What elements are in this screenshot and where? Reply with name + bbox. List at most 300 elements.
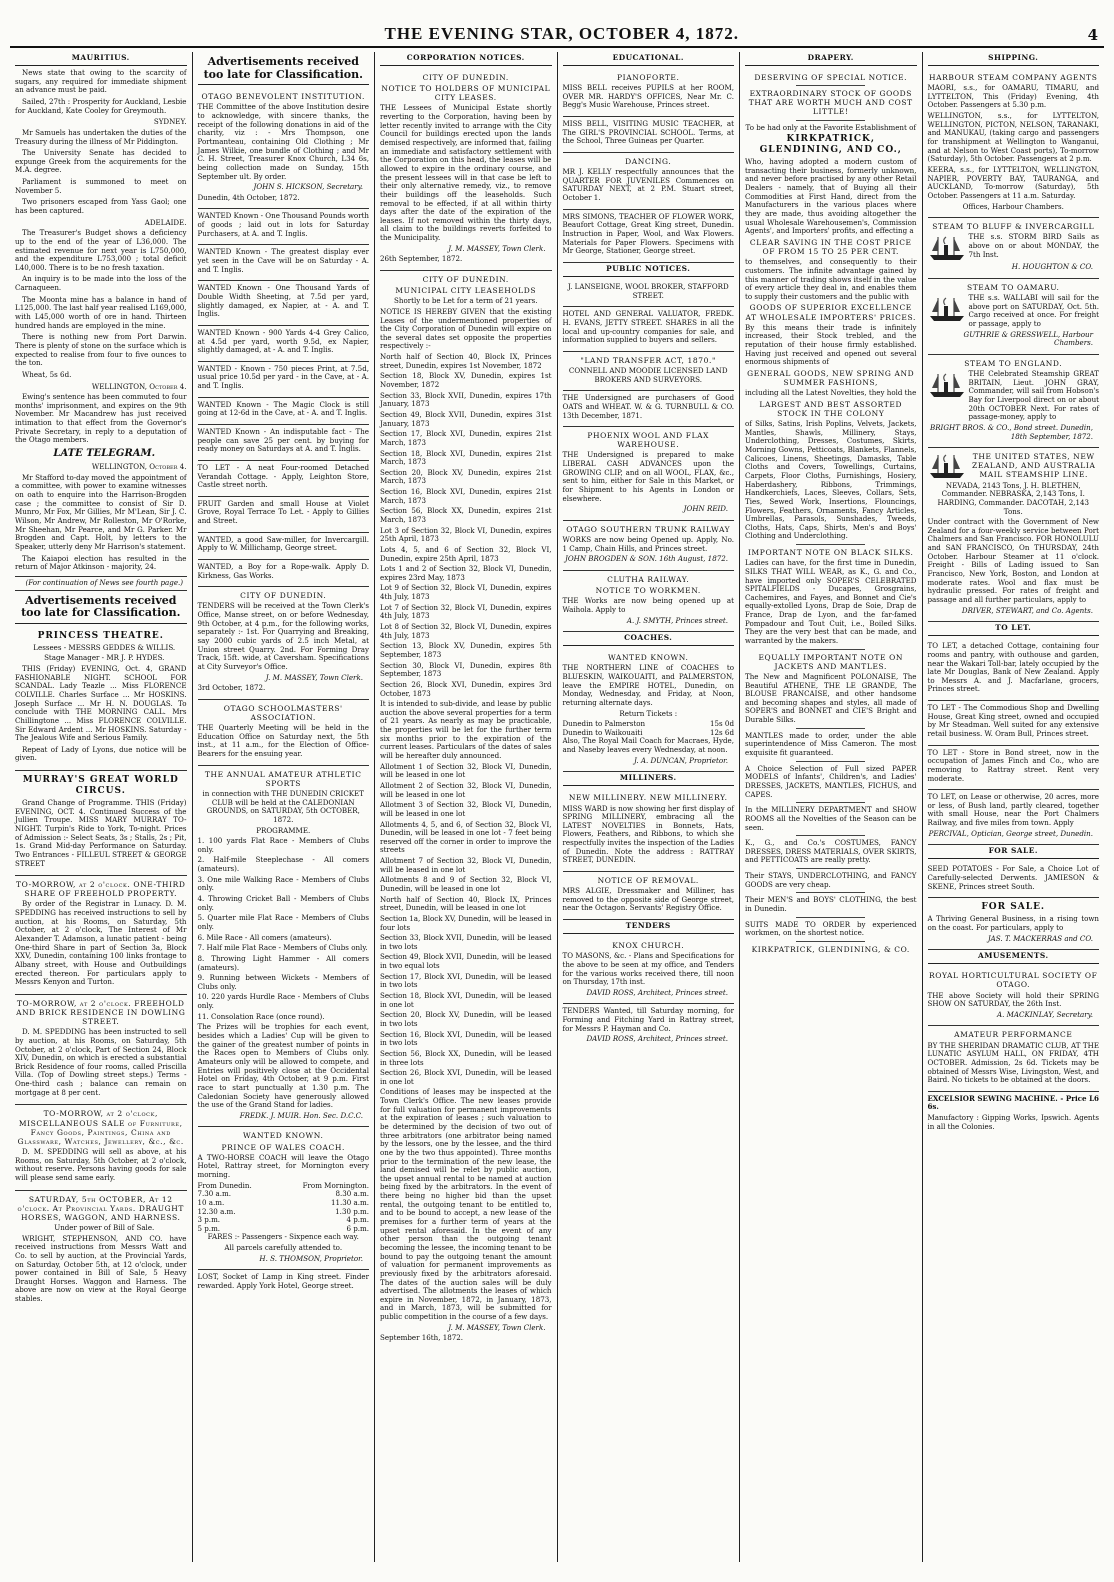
ad-title: KNOX CHURCH. [612, 941, 685, 951]
ad-subtitle: MUNICIPAL CITY LEASEHOLDS [395, 286, 537, 296]
ad-title: EQUALLY IMPORTANT NOTE ON JACKETS AND MANTLES. [758, 652, 904, 671]
lease-item: Lot 9 of Section 32, Block VI, Dunedin, expires 4th July, 1873 [380, 583, 552, 602]
ad-trunk-railway [563, 521, 735, 571]
ad-body: TO LET, on Lease or otherwise, 20 acres, more or less, of Bush land, partly cleared, together with small House, near the Port Chalmers Railway, and five miles from town. Apply [927, 792, 1099, 828]
ad-title: "LAND TRANSFER ACT, 1870." [580, 355, 717, 365]
ad-body: A Thriving General Business, in a rising town on the coast. For particulars, apply to [927, 914, 1099, 932]
ad-body: NOTICE IS HEREBY GIVEN that the existing Leases of the undermentioned properties of the City Corporation of Dunedin will expire on the several dates set opposite the properties respectively :- [380, 306, 552, 351]
sports-event: 4. Throwing Cricket Ball - Members of Clubs only. [197, 894, 369, 912]
ad-steam-bluff [928, 218, 1100, 279]
ad-signature: A. J. SMYTH, Princes street. [626, 615, 728, 625]
column-header-educational: EDUCATIONAL. [563, 52, 735, 66]
ad-body: TO LET, a detached Cottage, containing four rooms and pantry, with outhouse and garden, near the Wakari Toll-bar, lately occupied by the late Mr Douglas, Bank of New Zealand. Apply to Messrs A. and J. Macfarlane, grocers, Princes street. [927, 641, 1099, 694]
ad-removal [563, 872, 735, 920]
schedule-col-label: From Dunedin. [197, 1180, 252, 1190]
ad-signature: J. M. MASSEY, Town Clerk. [448, 243, 546, 253]
ad-clutha-railway [563, 571, 735, 632]
schedule-time: 6 p.m. [346, 1223, 369, 1233]
ad-body: TO LET - The Commodious Shop and Dwelling House, Great King street, owned and occupied by Mr Steadman. Well suited for any extensive retail business. W. Oram Bull, Princes street. [927, 703, 1099, 738]
sports-event: 1. 100 yards Flat Race - Members of Clubs only. [197, 836, 369, 854]
ad-title: CITY OF DUNEDIN. [422, 73, 509, 83]
ad-body: WANTED Known - One Thousand Pounds worth of goods ; laid out in lots for Saturday Purchasers, at A. and T. Inglis. [197, 211, 369, 238]
ad-body: THE above Society will hold their SPRING SHOW ON SATURDAY, the 26th Inst. [927, 990, 1099, 1009]
allotment-item: Section 1a, Block XV, Dunedin, will be leased in four lots [380, 913, 552, 932]
ad-steam-oamaru [928, 279, 1100, 355]
sports-event: 6. Mile Race - All comers (amateurs). [197, 932, 332, 942]
column-news [10, 52, 193, 1562]
allotment-item: Allotment 1 of Section 32, Block VI, Dunedin, will be leased in one lot [380, 761, 552, 780]
steamship-icon [928, 451, 966, 481]
ad-title: PRINCE OF WALES COACH. [221, 1142, 345, 1152]
ad-body: WANTED Known - One Thousand Yards of Double Width Sheeting, at 7.5d per yard, slightly damaged, ex Napier, at - A. and T. Inglis. [197, 283, 369, 319]
ad-body: KEERA, s.s., for LYTTELTON, WELLINGTON, NAPIER, POVERTY BAY, TAURANGA, and AUCKLAND, To-morrow (Saturday), 5th October. Passengers at 11 a.m. Saturday. [927, 164, 1099, 200]
lease-item: Section 16, Block XVI, Dunedin, expires 21st March, 1873 [380, 487, 552, 505]
fares-label: Return Tickets : [619, 708, 678, 718]
ad-body: Who, having adopted a modern custom of transacting their business, formerly unknown, and never before practised by any other Retail Dealers - namely, that of Buying all their Commodities at First Hand, direct from the Manufacturers in the various places where they are made, thus avoiding altogether the usual Wholesale Warehousemen's, Commission Agents', and Importers' profits, and effecting a [745, 157, 917, 236]
ad-body: Manufactory : Gipping Works, Ipswich. Agents in all the Colonies. [927, 1113, 1099, 1131]
page-number: 4 [1087, 26, 1098, 44]
ad-title: OTAGO SOUTHERN TRUNK RAILWAY [566, 524, 731, 534]
ad-footer: KIRKPATRICK, GLENDINING, & CO. [751, 944, 910, 954]
ad-title: DESERVING OF SPECIAL NOTICE. [754, 73, 908, 83]
ad-parcels: All parcels carefully attended to. [224, 1243, 343, 1253]
sports-event: 11. Consolation Race (once round). [197, 1011, 325, 1021]
ad-body: of Silks, Satins, Irish Poplins, Velvets, Jackets, Mantles, Shawls, Millinery, Stays, Underclothing, Dresses, Costumes, Skirts, Morning Gowns, Petticoats, Blankets, Flannels, Calicoes, Linens, Sheetings, Damasks, Table Cloths and Covers, Towellings, Curtains, Carpets, Floor Cloths, Furnishings, Hosiery, Haberdashery, Ribbons, Trimmings, Handkerchiefs, Laces, Sleeves, Collars, Sets, Ties, Sewed Work, Insertions, Flouncings, Flowers, Feathers, Ornaments, Fancy Articles, Umbrellas, Parasols, Sunshades, Tweeds, Cloths, Hats, Caps, Shirts, Men's and Boys' Clothing and Underclothing. [745, 419, 917, 541]
ad-title: GENERAL GOODS, NEW SPRING AND SUMMER FASHIONS, [747, 368, 915, 388]
ad-body: HOTEL AND GENERAL VALUATOR, FREDK. H. EVANS, JETTY STREET. SHARES in all the local and up-country companies for sale, and information supplied to buyers and sellers. [562, 309, 734, 345]
allotment-item: Allotment 3 of Section 32, Block VI, Dunedin, will be leased in one lot [380, 800, 552, 818]
ad-body: Their MEN'S and BOYS' CLOTHING, the best in Dunedin. [745, 895, 917, 913]
allotment-item: Section 49, Block XVII, Dunedin, will be leased in two equal lots [380, 952, 552, 971]
divider [796, 917, 865, 918]
ad-title: CLEAR SAVING IN THE COST PRICE OF FROM 15 TO 25 PER CENT. [749, 237, 912, 257]
section-header-to-let: TO LET. [928, 622, 1100, 636]
ad-horticultural [928, 967, 1100, 1026]
ad-subtitle: Lessees - MESSRS GEDDES & WILLIS. [33, 642, 176, 652]
late-ads-heading: Advertisements received too late for Classification. [15, 595, 187, 624]
ad-boy-wanted [198, 560, 370, 587]
fare-route: Dunedin to Palmerston [562, 719, 646, 729]
dateline-wellington: WELLINGTON, October 4. [91, 381, 187, 391]
ad-princess-theatre [15, 627, 187, 771]
allotment-list [380, 763, 552, 1087]
schedule-time: 5 p.m. [197, 1223, 221, 1233]
ad-body: WANTED, a good Saw-miller, for Invercargill. Apply to W. Millichamp, George street. [197, 534, 369, 553]
lease-item: Section 26, Block XVI, Dunedin, expires 3rd October, 1873 [380, 679, 552, 698]
fare-price: 12s 6d [710, 727, 734, 737]
ad-signature: H. HOUGHTON & CO. [1011, 262, 1093, 272]
ad-to-let [928, 790, 1100, 845]
divider [796, 892, 865, 893]
schedule-time: 11.30 a.m. [330, 1197, 369, 1207]
schedule-time: 12.30 a.m. [197, 1206, 236, 1216]
ad-body: MISS BELL, VISITING MUSIC TEACHER, at The GIRL'S PROVINCIAL SCHOOL. Terms, at the School, Three Guineas per Quarter. [562, 119, 734, 146]
section-header-public-notices: PUBLIC NOTICES. [563, 263, 735, 277]
column-header-corporation: CORPORATION NOTICES. [380, 52, 552, 66]
allotment-item: Section 20, Block XV, Dunedin, will be leased in two lots [380, 1010, 552, 1028]
column-header-drapery: DRAPERY. [745, 52, 917, 66]
news-paragraph: News state that owing to the scarcity of sugars, any required for immediate shipment an advance must be paid. [15, 68, 187, 95]
ad-body: MRS ALGIE, Dressmaker and Milliner, has removed to the opposite side of George street, near the Octagon. Servants' Registry Office. [562, 886, 734, 913]
ad-body: Ladies can have, for the first time in Dunedin, SILKS THAT WILL WEAR, as K., G. and Co., have imported only SOPER'S CELEBRATED SPITALFIELDS - Ducapes, Grosgrains, Cachemires, and Fayes, and Bonnet and Cie's equally-extolled Lyons, Drap de Soie, Drap de France, Drap de Lyon, and the far-famed Pompadour and Tout Cuit, i.e., Boiled Silks. They are the very best that can be made, and warranted by the makers. [745, 558, 917, 645]
ad-phoenix-warehouse [563, 427, 735, 521]
ad-body: Their STAYS, UNDERCLOTHING, and FANCY GOODS are very cheap. [745, 871, 917, 889]
ad-misc-sale [15, 1105, 187, 1190]
ship-block [928, 294, 1100, 331]
ad-body: SUITS MADE TO ORDER by experienced workmen, on the shortest notice. [745, 919, 917, 938]
schedule-time: 10 a.m. [197, 1197, 225, 1207]
ad-body: BY THE SHERIDAN DRAMATIC CLUB, AT THE LUNATIC ASYLUM HALL, ON FRIDAY, 4TH OCTOBER. Admission, 2s 6d. Tickets may be obtained of Messrs Wise, Livingston, West, and Baird. No tickets to be obtained at the doors. [927, 1040, 1099, 1085]
ad-title: TO-MORROW, at 2 o'clock. FREEHOLD AND BRICK RESIDENCE IN DOWLING STREET. [16, 998, 186, 1027]
ad-title: EXTRAORDINARY STOCK OF GOODS THAT ARE WORTH MUCH AND COST LITTLE! [748, 89, 913, 117]
news-paragraph: Sailed, 27th : Prosperity for Auckland, Lesbie for Auckland, Kate Cooley for Greymouth. [15, 96, 187, 115]
ad-body: SEED POTATOES - For Sale, a Choice Lot of Carefully-selected Derwents. JAMIESON & SKENE, Princes street South. [927, 864, 1099, 891]
section-header-for-sale: FOR SALE. [928, 845, 1100, 859]
ad-amateur-performance [928, 1026, 1100, 1091]
ad-title: STEAM TO OAMARU. [966, 282, 1060, 292]
news-paragraph: Mr Samuels has undertaken the duties of the Treasury during the illness of Mr Piddington. [15, 127, 187, 146]
news-paragraph: Mr Stafford to-day moved the appointment of a committee, with power to examine witnesses on oath to enquire into the Harrison-Brogden case ; the committee to consist of Sir D. Munro, Mr Fox, Mr Gillies, Mr M'Lean, Sir J. C. Wilson, Mr Andrew, Mr Rolleston, Mr O'Rorke, Mr Sheehan, Mr Pearce, and Mr G. Parker. Mr Brogden and Capt. Holt, by letters to the Speaker, utterly deny Mr Harrison's statement. [15, 472, 187, 551]
column-shipping [923, 52, 1105, 1562]
ad-wanted-known [198, 326, 370, 362]
ad-signature: JOHN S. HICKSON, Secretary. [253, 182, 363, 192]
ad-title: OTAGO BENEVOLENT INSTITUTION. [201, 92, 365, 102]
ad-wanted-known [198, 209, 370, 245]
divider [796, 85, 865, 86]
column-drapery [740, 52, 923, 1562]
ad-title: THE UNITED STATES, NEW ZEALAND, AND AUSTRALIA MAIL STEAMSHIP LINE. [972, 452, 1096, 480]
ad-body: MISS BELL receives PUPILS at her ROOM, OVER MR. HARDY'S OFFICES, Near Mr. C. Begg's Music Warehouse, Princes street. [562, 83, 734, 110]
ad-wanted-known [198, 425, 370, 461]
section-header-coaches: COACHES. [563, 632, 735, 646]
divider [796, 761, 865, 762]
ad-subtitle: Under power of Bill of Sale. [54, 1222, 155, 1232]
ad-subtitle: NOTICE TO WORKMEN. [595, 586, 701, 596]
ad-subtitle: Shortly to be Let for a term of 21 years. [394, 296, 538, 306]
ship-block [928, 451, 1100, 481]
masthead [10, 10, 1104, 48]
sports-event: 9. Running between Wickets - Members of Clubs only. [197, 973, 369, 991]
schedule-time: 4 p.m. [346, 1215, 369, 1225]
ad-ships: NEVADA, 2143 Tons, J. H. BLETHEN, Commander. NEBRASKA, 2,143 Tons, I. HARDING, Commander. DACOTAH, 2,143 Tons. [937, 480, 1090, 516]
dateline-late: WELLINGTON, October 4. [91, 462, 187, 472]
ad-fares: FARES :- Passengers - Sixpence each way. [207, 1232, 359, 1242]
ad-signature: DRIVER, STEWART, and Co. Agents. [961, 605, 1093, 615]
ad-subtitle: WANTED KNOWN. [243, 1131, 324, 1141]
section-header-tenders: TENDERS [563, 920, 735, 934]
ad-body: MISS WARD is now showing her first display of SPRING MILLINERY, embracing all the LATEST NOVELTIES in Bonnets, Hats, Flowers, Feathers, and Ribbons, to which she respectfully invites the inspection of the Ladies of Dunedin. Note the address : RATTRAY STREET, DUNEDIN. [562, 803, 734, 865]
news-paragraph: An inquiry is to be made into the loss of the Carnaqueen. [15, 274, 187, 293]
ad-office: Offices, Harbour Chambers. [962, 201, 1064, 211]
ad-wool-broker [563, 280, 735, 307]
ad-title: HARBOUR STEAM COMPANY AGENTS [929, 73, 1098, 83]
ad-signature: BRIGHT BROS. & CO., Bond street. Dunedin, 18th September, 1872. [930, 422, 1093, 441]
ad-body: TENDERS Wanted, till Saturday morning, for Forming and Fitching Yard in Rattray street, for Messrs P. Hayman and Co. [562, 1006, 734, 1033]
ad-signature: DAVID ROSS, Architect, Princes street. [586, 1034, 728, 1044]
ad-body: By order of the Registrar in Lunacy. D. M. SPEDDING has received instructions to sell by auction, at his Rooms, on Saturday, 5th October, at 2 o'clock, The Interest of Mr Alexander T. Adamson, a lunatic patient - being One-third Share in part of Section 3a, Block XXV, Dunedin, containing 100 links frontage to Albany street, with House and Outbuildings erected thereon. For particulars apply to Messrs Kenyon and Turton. [15, 899, 187, 987]
news-paragraph: Two prisoners escaped from Yass Gaol; one has been captured. [15, 197, 187, 215]
ad-body: THIS (Friday) EVENING, Oct. 4, GRAND FASHIONABLE NIGHT. SCHOOL FOR SCANDAL. Lady Teazle ... Miss FLORENCE COLVILLE. Charles Surface ... Mr HOSKINS. Joseph Surface ... Mr H. N. DOUGLAS. To conclude with THE MORNING CALL. Mrs Chillingtone ... Miss FLORENCE COLVILLE. Sir Edward Ardent ... Mr HOSKINS. Saturday - The Jealous Wife and Serious Family. [15, 664, 187, 743]
ad-body: K., G., and Co.'s COSTUMES, FANCY DRESSES, DRESS MATERIALS, OVER SKIRTS, and PETTICOATS are really pretty. [745, 838, 917, 865]
ad-northern-coaches [563, 649, 735, 772]
schedule-time: 8.30 a.m. [335, 1189, 369, 1199]
schedule-row [198, 1208, 370, 1217]
ad-body: CONNELL AND MOODIE LICENSED LAND BROKERS AND SURVEYORS. [568, 365, 728, 384]
ad-signature: H. S. THOMSON, Proprietor. [259, 1253, 363, 1263]
ad-body: WORKS are now being Opened up. Apply, No. 1 Camp, Chain Hills, and Princes street. [562, 535, 734, 553]
schedule-col-label: From Mornington. [302, 1180, 369, 1190]
ad-body: THE s.s. STORM BIRD Sails as above on or about MONDAY, the 7th Inst. [968, 232, 1099, 259]
lease-item: Section 17, Block XVI, Dunedin, expires 21st March, 1873 [380, 429, 552, 447]
ad-signature: PERCIVAL, Optician, George street, Dunedin. [928, 828, 1093, 838]
ad-visiting-teacher [563, 117, 735, 153]
lease-expiry-list [380, 353, 552, 698]
ad-body: THE NORTHERN LINE of COACHES to BLUESKIN, WAIKOUAITI, and PALMERSTON, leave the EMPIRE HOTEL, Dunedin, on Monday, Wednesday, and Friday, at Noon, returning alternate days. [562, 663, 734, 707]
ad-body: In the MILLINERY DEPARTMENT and SHOW ROOMS all the Novelties of the Season can be seen. [745, 805, 917, 832]
ad-body: A Choice Selection of Full sized PAPER MODELS of Infants', Children's, and Ladies' DRESSES, JACKETS, MANTLES, FICHUS, and CAPES. [745, 763, 917, 799]
ad-signature: GUTHRIE & GRESSWELL, Harbour Chambers. [963, 329, 1093, 348]
sports-event: 8. Throwing Light Hammer - All comers (amateurs). [197, 953, 369, 972]
ad-body: THE Quarterly Meeting will be held in the Education Office on Saturday next, the 5th inst., at 11 a.m., for the Election of Office-Bearers for the ensuing year. [197, 723, 369, 759]
divider [796, 941, 865, 942]
news-paragraph: The University Senate has decided to expunge Greek from the acquirements for the M.A. degree. [15, 148, 187, 175]
allotment-item: Section 26, Block XVI, Dunedin, will be leased in one lot [380, 1068, 552, 1086]
ad-to-let [928, 701, 1100, 746]
ad-body: THE Works are now being opened up at Waihola. Apply to [562, 596, 734, 614]
divider [796, 868, 865, 869]
allotment-item: North half of Section 40, Block IX, Princes street, Dunedin, will be leased in one lot [380, 894, 552, 913]
ad-body: MAORI, s.s., for OAMARU, TIMARU, and LYTTELTON, This (Friday) Evening, 4th October. Passengers at 5.30 p.m. [927, 83, 1099, 110]
divider [796, 120, 865, 121]
lease-item: Section 13, Block XV, Dunedin, expires 5th September, 1873 [380, 641, 552, 659]
ad-body: Grand Change of Programme. THIS (Friday) EVENING, OCT. 4. Continued Success of the Jullien Troupe. MISS MARY MURRAY TO-NIGHT. Turpin's Ride to York, To-night. Prices of Admission :- Select Seats, 3s ; Stalls, 2s ; Pit, 1s. Grand Mid-day Performance on Saturday. Two Entrances - FILLEUL STREET & GEORGE STREET [15, 798, 187, 868]
ad-wanted-known [198, 362, 370, 398]
ad-steam-england [928, 355, 1100, 448]
dateline-adelaide: ADELAIDE. [144, 217, 187, 227]
lease-item: Lot 7 of Section 32, Block VI, Dunedin, expires 4th July, 1873 [380, 602, 552, 621]
ad-body: THE s.s. WALLABI will sail for the above port on SATURDAY, Oct. 5th. Cargo received at once. For freight or passage, apply to [968, 293, 1099, 328]
allotment-item: Section 17, Block XVI, Dunedin, will be leased in two lots [380, 971, 552, 990]
ad-signature: J. M. MASSEY, Town Clerk. [265, 672, 363, 682]
steamship-icon [928, 233, 966, 263]
news-paragraph: There is nothing new from Port Darwin. There is plenty of stone on the surface which is expected to realise from four to five ounces to the ton. [15, 332, 187, 368]
ad-title: LARGEST AND BEST ASSORTED STOCK IN THE COLONY [759, 399, 903, 418]
divider [796, 835, 865, 836]
ad-wanted-known [198, 245, 370, 281]
news-paragraph: Ewing's sentence has been commuted to four months' imprisonment, and expires on the 9th November. Mr Macandrew has just received intimation to that effect from the Governor's Private Secretary, in reply to a deputation of the Otago members. [15, 392, 187, 445]
ad-body: TO LET - Store in Bond street, now in the occupation of James Finch and Co., who are removing to Rattray street. Rent very moderate. [927, 747, 1099, 783]
ad-signature: FREDK. J. MUIR. Hon. Sec. D.C.C. [239, 1110, 363, 1120]
schedule-time: 3 p.m. [197, 1215, 221, 1225]
ad-date: 3rd October, 1872. [197, 683, 266, 693]
allotment-item: Allotment 2 of Section 32, Block VI, Dunedin, will be leased in one lot [380, 780, 552, 799]
ad-body: to themselves, and consequently to their customers. The infinite advantage gained by this manner of trading shows itself in the value of every article they deal in, and enables them to supply their customers and the public with [745, 257, 917, 301]
lease-item: Section 56, Block XX, Dunedin, expires 21st March, 1873 [380, 506, 552, 524]
ad-athletic-sports [198, 766, 370, 1128]
ad-body: WANTED Known - An indisputable fact - The people can save 25 per cent. by buying for ready money on Saturdays at A. and T. Inglis. [197, 427, 369, 454]
ad-body: LOST, Socket of Lamp in King street. Finder rewarded. Apply York Hotel, George street. [197, 1272, 369, 1291]
lease-item: Lot 8 of Section 32, Block VI, Dunedin, expires 4th July, 1873 [380, 622, 552, 640]
ad-wanted-known [198, 281, 370, 326]
ad-title: IMPORTANT NOTE ON BLACK SILKS. [747, 548, 914, 558]
ad-title: NOTICE OF REMOVAL. [597, 876, 699, 886]
ad-body: THE Lessees of Municipal Estate shortly reverting to the Corporation, having been by letter recently invited to arrange with the City Council for buildings erected upon the lands demised respectively, are informed that, failing an immediate and satisfactory settlement with the Corporation on this head, the leases will be allowed to expire in the ordinary course, and the present lessees will in that case be left to their only alternative remedy, viz., to remove their buildings off the leaseholds. Such removal to be effected, if at all within thirty days after the date of the expiration of the leases. If not removed within the thirty days, all claim to the buildings reverts forfeited to the Municipality. [380, 103, 552, 243]
sports-event: 10. 220 yards Hurdle Race - Members of Clubs only. [197, 992, 369, 1011]
ad-to-let [928, 746, 1100, 791]
lease-item: Lots 4, 5, and 6 of Section 32, Block VI, Dunedin, expire 25th April, 1873 [380, 544, 552, 563]
ad-sewing-machine [928, 1092, 1100, 1138]
ad-subtitle: WANTED KNOWN. [608, 653, 689, 663]
lease-item: North half of Section 40, Block IX, Princes street, Dunedin, expires 1st November, 1872 [380, 352, 552, 370]
ad-title: STEAM TO ENGLAND. [964, 358, 1063, 368]
ad-title: PIANOFORTE. [617, 73, 680, 83]
ad-new-millinery [563, 789, 735, 872]
ad-freehold-share [15, 876, 187, 995]
column-header-shipping: SHIPPING. [928, 52, 1100, 66]
ad-date: September 16th, 1872. [380, 1333, 464, 1343]
ad-body: Repeat of Lady of Lyons, due notice will be given. [15, 744, 187, 763]
lease-item: Section 33, Block XVII, Dunedin, expires 17th January, 1873 [380, 390, 552, 409]
ad-kirkpatrick-glendining [745, 69, 917, 960]
sports-event: 5. Quarter mile Flat Race - Members of Clubs only. [197, 913, 369, 931]
ad-title: TO-MORROW, at 2 o'clock, MISCELLANEOUS SALE of Furniture, Fancy Goods, Paintings, China and Glassware, Watches, Jewellery, &c., &c. [17, 1109, 184, 1146]
lease-item: Section 20, Block XV, Dunedin, expires 21st March, 1873 [380, 467, 552, 486]
column-late-ads [193, 52, 376, 1562]
fare-price: 15s 0d [710, 719, 734, 729]
dateline-sydney: SYDNEY. [153, 117, 187, 127]
late-ads-heading: Advertisements received too late for Classification. [198, 56, 370, 85]
ad-body: TO LET - A neat Four-roomed Detached Verandah Cottage. - Apply, Leighton Store, Castle street north. [197, 462, 369, 490]
ad-title: PRINCESS THEATRE. [37, 630, 164, 641]
ad-yard-tenders [563, 1004, 735, 1050]
ad-general-business [928, 898, 1100, 950]
ad-knox-church [563, 937, 735, 1004]
ad-municipal-leaseholds [380, 271, 552, 1349]
news-paragraph: Wheat, 5s 6d. [22, 369, 72, 379]
ad-title: THE ANNUAL AMATEUR ATHLETIC SPORTS [204, 769, 362, 788]
allotment-item: Section 33, Block XVII, Dunedin, will be leased in two lots [380, 933, 552, 951]
ad-pianoforte [563, 69, 735, 117]
ad-body: It is intended to sub-divide, and lease by public auction the above several properties for a term of 21 years. As nearly as may be practicable, the properties will be let for the further term six months prior to the expiration of the current leases. Particulars of the dates of sales will be hereafter duly announced. [380, 699, 552, 761]
ad-title: CITY OF DUNEDIN. [240, 591, 327, 601]
schedule-time: 1.30 p.m. [335, 1206, 369, 1216]
ad-lost [198, 1270, 370, 1296]
ad-body: WANTED, a Boy for a Rope-walk. Apply D. Kirkness, Gas Works. [197, 562, 369, 580]
allotment-item: Allotments 4, 5, and 6, of Section 32, Block VI, Dunedin, will be leased in one lot - 7 feet being reserved off the corner in order to improve the streets [380, 819, 552, 855]
ad-title: CITY OF DUNEDIN. [422, 274, 509, 284]
allotment-item: Section 18, Block XVI, Dunedin, will be leased in one lot [380, 991, 552, 1009]
ad-valuator [563, 307, 735, 352]
ad-body: WANTED - Known - 750 pieces Print, at 7.5d, usual price 10.5d per yard - in the Cave, at - A. and T. Inglis. [197, 363, 369, 391]
ad-subtitle: in connection with THE DUNEDIN CRICKET CLUB will be held at the CALEDONIAN GROUNDS, on SATURDAY, 5th OCTOBER, 1872. [202, 789, 364, 824]
ad-title: AMATEUR PERFORMANCE [954, 1030, 1073, 1040]
ad-title: GOODS OF SUPERIOR EXCELLENCE AT WHOLESALE IMPORTERS' PRICES. [745, 303, 916, 322]
ad-fruit-garden [198, 497, 370, 533]
ad-body: WRIGHT, STEPHENSON, AND CO. have received instructions from Messrs Watt and Co. to sell by auction, at the Provincial Yards, on Saturday, October 5th, at 12 o'clock, under power contained in Bill of Sale, 5 Heavy Draught Horses. Waggon and Harness. The above are now on view at the Royal George stables. [15, 1233, 187, 1304]
ad-signature: JAS. T. MACKERRAS and CO. [987, 933, 1093, 943]
ad-body: TENDERS will be received at the Town Clerk's Office, Manse street, on or before Wednesday, 9th October, at 4 p.m., for the following works, separately :- 1st. For Quarrying and Breaking, say 2000 cubic yards of 2.5 inch Metal, at Union street Quarry. 2nd. For Forming Dray Track, 15ft. wide, at Caversham. Specifications at City Surveyor's Office. [197, 601, 369, 671]
ad-to-let [198, 461, 370, 497]
ad-title: OTAGO SCHOOLMASTERS' ASSOCIATION. [223, 703, 343, 723]
newspaper-title: THE EVENING STAR, OCTOBER 4, 1872. [384, 24, 740, 43]
lease-item: Lot 3 of Section 32, Block VI, Dunedin, expires 25th April, 1873 [380, 525, 552, 544]
steamship-icon [928, 294, 966, 324]
section-header-amusements: AMUSEMENTS. [928, 950, 1100, 964]
ad-title: SATURDAY, 5th OCTOBER, At 12 o'clock. At Provincial Yards. DRAUGHT HORSES, WAGGON, AND HARNESS. [17, 1194, 184, 1222]
column-corporation-notices [375, 52, 558, 1562]
steamship-icon [928, 370, 966, 400]
firm-name: KIRKPATRICK, GLENDINING, AND CO., [759, 134, 902, 156]
ad-circus [15, 771, 187, 876]
lease-item: Lots 1 and 2 of Section 32, Block VI, Dunedin, expires 23rd May, 1873 [380, 564, 552, 582]
ad-title: EXCELSIOR SEWING MACHINE. - Price L6 6s. [927, 1093, 1099, 1112]
ad-body: The Prizes will be trophies for each event, besides which a Ladies' Cup will be given to the gainer of the greatest number of points in the Races open to Members of Clubs only. Amateurs only will be allowed to compete, and Entries will positively close at the Occidental Hotel on Friday, 4th October, at 9 p.m. First race to start punctually at 1.30 p.m. The Caledonian Society have generously allowed the use of the Grand Stand for ladies. [197, 1022, 369, 1110]
ad-sawmiller [198, 533, 370, 560]
ad-body: Also, The Royal Mail Coach for Macraes, Hyde, and Naseby leaves every Wednesday, at noon. [562, 736, 734, 755]
programme-label: PROGRAMME. [256, 825, 311, 835]
ad-date: 26th September, 1872. [380, 254, 463, 264]
ship-block [928, 370, 1100, 424]
sports-event: 3. One mile Walking Race - Members of Clubs only. [197, 874, 369, 893]
continuation-note: (For continuation of News see fourth page.) [15, 576, 187, 591]
late-telegram-heading: LATE TELEGRAM. [53, 448, 156, 460]
columns [10, 52, 1104, 1562]
sports-event: 7. Half mile Flat Race - Members of Clubs only. [197, 943, 368, 953]
ad-seed-potatoes [928, 862, 1100, 898]
ad-body: THE Celebrated Steamship GREAT BRITAIN, Lieut. JOHN GRAY, Commander, will sail from Hobson's Bay for Liverpool direct on or about 20th OCTOBER Next. For rates of passage-money, apply to [968, 369, 1099, 422]
ad-land-transfer [563, 352, 735, 391]
ad-title: DANCING. [625, 157, 672, 167]
ad-body: THE Undersigned are purchasers of Good OATS and WHEAT. W. & G. TURNBULL & CO. 13th December, 1871. [562, 393, 734, 420]
ad-body: MR J. KELLY respectfully announces that the QUARTER FOR JUVENILES Commences on SATURDAY NEXT, at 2 P.M. Stuart street, October 1. [562, 167, 734, 203]
ad-title: ROYAL HORTICULTURAL SOCIETY OF OTAGO. [929, 971, 1098, 990]
ad-freehold-brick [15, 995, 187, 1106]
ad-body: Conditions of leases may be inspected at the Town Clerk's Office. The new leases provide for full valuation for permanent improvements at the expiration of leases ; such valuation to be determined by the decision of two out of three arbitrators (one arbitrator being named by the lessors, one by the lessee, and the third one by the two thus appointed). Three months prior to the termination of the new lease, the land demised will be relet by public auction, the upset annual rental to be named at auction being fixed by the arbitrators. In the event of there being no higher bid than the upset rental, the outgoing tenant to be entitled to, and to be bound to accept, a new lease of the premises for a further term of years at the upset rental aforesaid. In the event of any other person than the outgoing tenant becoming the lessee, the incoming tenant to be bound to pay the outgoing tenant the amount of valuation for permanent improvements as previously fixed by the arbitrators aforesaid. The dates of the auction sales will be duly advertised. The allotments the leases of which expire in November, 1872, in January, 1873, and in March, 1873, will be submitted for public competition in the course of a few days. [380, 1087, 552, 1322]
divider [796, 649, 865, 650]
ad-dancing [563, 153, 735, 210]
ad-body: WANTED Known - The greatest display ever yet seen in the Cave will be on Saturday - A. and T. Inglis. [197, 247, 369, 274]
ad-subtitle: NEW MILLINERY. NEW MILLINERY. [568, 793, 728, 803]
allotment-item: Allotment 7 of Section 32, Block VI, Dunedin, will be leased in one lot [380, 856, 552, 874]
lease-item: Section 30, Block VI, Dunedin, expires 8th September, 1873 [380, 660, 552, 679]
ad-title: FOR SALE. [981, 902, 1046, 913]
news-paragraph: The Kaiapoi election has resulted in the return of Major Atkinson - majority, 24. [15, 553, 187, 572]
ad-date: Dunedin, 4th October, 1872. [197, 192, 300, 202]
ad-body: MRS SIMONS, TEACHER OF FLOWER WORK, Beaufort Cottage, Great King street, Dunedin. Instruction in Paper, Wool, and Wax Flowers. Materials for Paper Flowers. Specimens with Mr George, Stationer, George street. [562, 211, 734, 256]
ad-subtitle: Stage Manager - MR J. P. HYDES. [44, 653, 165, 663]
ad-body: D. M. SPEDDING has been instructed to sell by auction, at his Rooms, on Saturday, 5th October, at 2 o'clock, Part of Section 24, Block XIV, Dunedin, on which is erected a substantial Brick Residence of four rooms, called Priscilla Villa. (Top of Dowling street steps.) Terms - One-third cash ; balance can remain on mortgage at 8 per cent. [15, 1027, 187, 1097]
sports-event: 2. Half-mile Steeplechase - All comers (amateurs). [197, 855, 369, 874]
lease-item: Section 49, Block XVII, Dunedin, expires 31st January, 1873 [380, 409, 552, 428]
ad-body: The New and Magnificent POLONAISE, The Beautiful ATHENE, THE LE GRANDE, The BLOUSE FRANCAISE, and other handsome and becoming shapes and styles, all made of SOPER'S and BONNET and CIE'S Bright and Durable Silks. [745, 671, 917, 725]
ad-body: To be had only at the Favorite Establishment of [745, 122, 916, 132]
divider [796, 802, 865, 803]
schedule-time: 7.30 a.m. [197, 1189, 232, 1199]
ship-block [928, 233, 1100, 263]
ad-municipal-leases-notice [380, 69, 552, 271]
column-educational [558, 52, 741, 1562]
news-paragraph: The Moonta mine has a balance in hand of L125,000. The last half year realised L169,000, with L45,000 worth of ore in hand. Thirteen hundred hands are employed in the mine. [15, 294, 187, 330]
ad-subtitle: NOTICE TO HOLDERS OF MUNICIPAL CITY LEASES. [381, 84, 551, 103]
allotment-item: Section 16, Block XVI, Dunedin, will be leased in two lots [380, 1029, 552, 1048]
column-header-mauritius: MAURITIUS. [15, 52, 187, 66]
ad-prince-of-wales-coach [198, 1127, 370, 1270]
ad-flower-work [563, 210, 735, 263]
ad-signature: DAVID ROSS, Architect, Princes street. [586, 987, 728, 997]
ad-body: TO MASONS, &c. - Plans and Specifications for the above to be seen at my office, and Tenders for the various works received there, till noon on Thursday, 17th inst. [562, 951, 734, 987]
ad-body: Under contract with the Government of New Zealand for a four-weekly service between Port Chalmers and San Francisco. FOR HONOLULU and SAN FRANCISCO, On THURSDAY, 24th October. Harbour Steamer at 11 o'clock. Freight - Bills of Lading issued to San Francisco, New York, Boston, and London at moderate rates. Wool and flax must be hydraulic pressed. For rates of freight and passage and all further particulars, apply to [927, 517, 1099, 604]
ad-signature: J. M. MASSEY, Town Clerk. [448, 1322, 546, 1332]
